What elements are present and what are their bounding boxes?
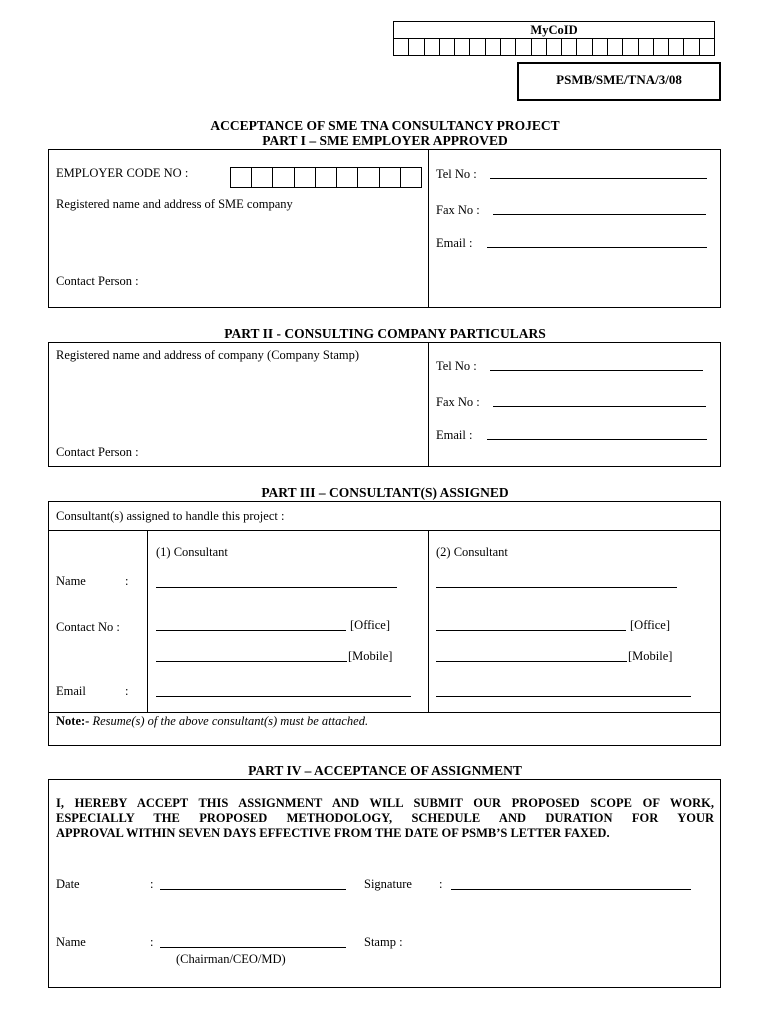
consultant2-mobile-label: [Mobile]: [628, 649, 673, 663]
consultant2-email-field[interactable]: [436, 696, 691, 697]
consulting-tel-label: Tel No :: [436, 359, 477, 373]
mycoid-input[interactable]: [393, 38, 715, 56]
consultant1-mobile-label: [Mobile]: [348, 649, 393, 663]
consultant1-email-field[interactable]: [156, 696, 411, 697]
consultant-email-label: Email: [56, 684, 86, 698]
sme-email-field[interactable]: [487, 247, 707, 248]
consultant1-office-label: [Office]: [350, 618, 391, 632]
part3-col-divider-1: [147, 530, 148, 712]
signature-colon: :: [439, 877, 443, 891]
part2-divider: [428, 342, 429, 467]
employer-code-label: EMPLOYER CODE NO :: [56, 166, 189, 180]
resume-note: [56, 714, 368, 728]
consultant2-name-field[interactable]: [436, 587, 677, 588]
note-label: Note:-: [56, 714, 90, 728]
part1-divider: [428, 149, 429, 308]
signer-name-label: Name: [56, 935, 86, 949]
signature-label: Signature: [364, 877, 412, 891]
note-text: Resume(s) of the above consultant(s) must be attached.: [89, 714, 369, 728]
part3-row-divider-bottom: [48, 712, 721, 713]
consulting-contact-person-label: Contact Person :: [56, 445, 139, 459]
acceptance-statement-line1: I, HEREBY ACCEPT THIS ASSIGNMENT AND WILL SUBMIT OUR PROPOSED SCOPE OF WORK,: [56, 796, 714, 810]
sme-fax-label: Fax No :: [436, 203, 480, 217]
consultant1-office-field[interactable]: [156, 630, 346, 631]
part3-col-divider-2: [428, 530, 429, 712]
stamp-label: Stamp :: [364, 935, 403, 949]
signature-field[interactable]: [451, 889, 691, 890]
part3-row-divider-top: [48, 530, 721, 531]
consulting-fax-label: Fax No :: [436, 395, 480, 409]
part1-heading: PART I – SME EMPLOYER APPROVED: [262, 133, 508, 148]
consultant-contact-label: Contact No :: [56, 620, 120, 634]
consultant1-name-field[interactable]: [156, 587, 397, 588]
sme-tel-label: Tel No :: [436, 167, 477, 181]
consultant-name-colon: :: [125, 574, 129, 588]
signer-name-field[interactable]: [160, 947, 346, 948]
acceptance-statement-line2: ESPECIALLY THE PROPOSED METHODOLOGY, SCHEDULE AND DURATION FOR YOUR: [56, 811, 714, 825]
date-label: Date: [56, 877, 80, 891]
consulting-fax-field[interactable]: [493, 406, 706, 407]
consultants-assigned-label: Consultant(s) assigned to handle this project :: [56, 509, 285, 523]
signer-name-colon: :: [150, 935, 154, 949]
consultant-name-label: Name: [56, 574, 86, 588]
part3-heading: PART III – CONSULTANT(S) ASSIGNED: [261, 485, 509, 500]
consultant2-office-field[interactable]: [436, 630, 626, 631]
sme-fax-field[interactable]: [493, 214, 706, 215]
consulting-tel-field[interactable]: [490, 370, 703, 371]
consulting-email-label: Email :: [436, 428, 473, 442]
consultant2-label: (2) Consultant: [436, 545, 508, 559]
consulting-email-field[interactable]: [487, 439, 707, 440]
part2-heading: PART II - CONSULTING COMPANY PARTICULARS: [224, 326, 546, 341]
consulting-registered-name-label: Registered name and address of company (Company Stamp): [56, 348, 360, 362]
employer-code-input[interactable]: [230, 167, 422, 188]
consultant2-mobile-field[interactable]: [436, 661, 627, 662]
sme-contact-person-label: Contact Person :: [56, 274, 139, 288]
part4-heading: PART IV – ACCEPTANCE OF ASSIGNMENT: [248, 763, 522, 778]
sme-email-label: Email :: [436, 236, 473, 250]
mycoid-label: MyCoID: [530, 23, 578, 37]
page-title: ACCEPTANCE OF SME TNA CONSULTANCY PROJECT: [210, 118, 560, 133]
consultant1-mobile-field[interactable]: [156, 661, 347, 662]
chairman-label: (Chairman/CEO/MD): [176, 952, 286, 966]
sme-tel-field[interactable]: [490, 178, 707, 179]
date-field[interactable]: [160, 889, 346, 890]
form-code: PSMB/SME/TNA/3/08: [556, 72, 682, 87]
consultant2-office-label: [Office]: [630, 618, 671, 632]
consultant-email-colon: :: [125, 684, 129, 698]
date-colon: :: [150, 877, 154, 891]
acceptance-statement-line3: APPROVAL WITHIN SEVEN DAYS EFFECTIVE FROM THE DATE OF PSMB’S LETTER FAXED.: [56, 826, 610, 840]
consultant1-label: (1) Consultant: [156, 545, 228, 559]
sme-registered-name-label: Registered name and address of SME company: [56, 197, 293, 211]
